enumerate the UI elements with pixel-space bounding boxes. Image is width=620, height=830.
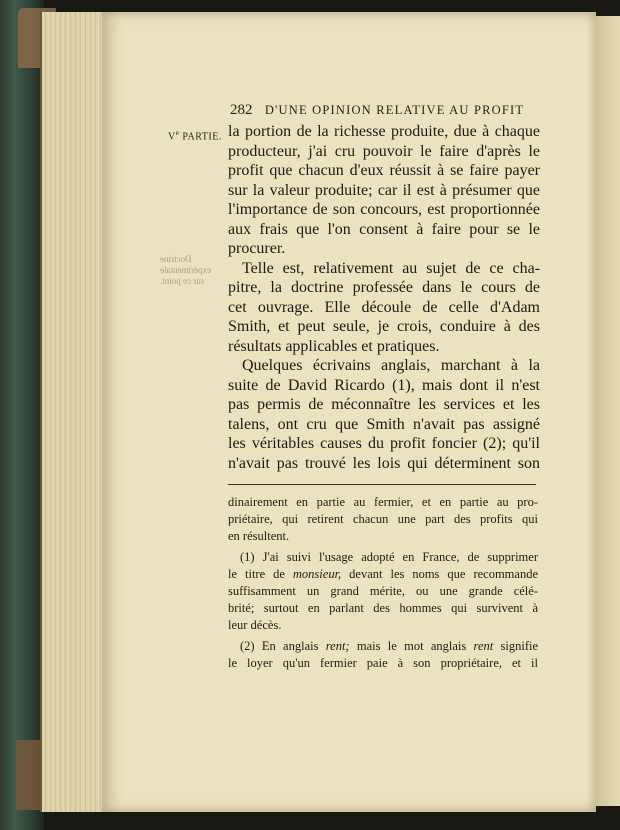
footnote-1-line: leur décès. [228, 618, 282, 632]
text-line: cet ouvrage. Elle découle de celle d'Adam [228, 298, 540, 316]
text-run: mais le mot anglais [349, 639, 474, 653]
text-line: producteur, j'ai cru pouvoir le faire d'après le [228, 142, 540, 160]
footnote-1-line: (1) J'ai suivi l'usage adopté en France, de supprimer [240, 550, 538, 564]
part-sup: e [175, 129, 180, 137]
text-line: l'importance de son concours, est proportionnée [228, 201, 540, 218]
text-line: profit que chacun d'eux réussit à se faire payer [228, 162, 540, 179]
text-line: pitre, la doctrine professée dans le cours de [228, 279, 540, 296]
running-header [230, 102, 540, 119]
running-title: D'UNE OPINION RELATIVE AU PROFIT [264, 103, 525, 117]
footnote-rule [228, 484, 536, 485]
main-text [228, 122, 540, 473]
text-line: pas permis de méconnaître les services et les [228, 396, 540, 413]
text-line: suite de David Ricardo (1), mais dont il n'est [228, 376, 540, 394]
text-line: Telle est, relativement au sujet de ce cha- [242, 259, 540, 277]
footnote-2-line [228, 638, 538, 655]
italic-run: monsieur, [292, 567, 342, 581]
text-run: le titre de [228, 567, 293, 581]
footnote-line: priétaire, qui retirent chacun une part des profits qui [228, 512, 538, 526]
text-line: aux frais que l'on consent à faire pour se le [228, 220, 540, 238]
footnote-1-line [228, 566, 538, 583]
ghost-line: sur ce point. [160, 276, 205, 286]
page-edges [40, 12, 106, 812]
text-line: les véritables causes du profit foncier (2); qu'il [228, 435, 540, 452]
footnote-1-line: suffisamment un grand mérite, ou une grande célé- [228, 584, 538, 598]
book-binding [0, 0, 44, 830]
part-word: PARTIE. [182, 131, 222, 143]
ghost-line: expérimentale [160, 265, 211, 275]
text-run: signifie [493, 639, 539, 653]
text-line: résultats applicables et pratiques. [228, 337, 440, 355]
italic-run: rent; [325, 639, 350, 653]
italic-run: rent [473, 639, 494, 653]
text-line: talens, ont cru que Smith n'avait pas assigné [228, 415, 540, 433]
text-run: (2) En anglais [240, 639, 326, 653]
show-through-margin-note [160, 254, 220, 287]
footnote-line: dinairement en partie au fermier, et en partie au pro- [228, 495, 538, 509]
text-run: devant les noms que recommande [341, 567, 538, 581]
footnote-line: en résultent. [228, 529, 290, 543]
text-line: n'avait pas trouvé les lois qui déterminent son [228, 454, 540, 472]
page-number: 282 [230, 102, 253, 118]
text-line: Quelques écrivains anglais, marchant à la [242, 357, 540, 374]
footnote-2-line: le loyer qu'un fermier paie à son propriétaire, et il [228, 656, 538, 670]
text-line: la portion de la richesse produite, due à chaque [228, 123, 540, 140]
margin-part-label [168, 129, 222, 142]
text-line: sur la valeur produite; car il est à présumer que [228, 181, 540, 199]
text-line: Smith, et peut seule, je crois, conduire à des [228, 318, 540, 335]
ghost-line: Doctrine [160, 254, 192, 264]
footnotes [228, 494, 538, 672]
footnote-1-line: brité; surtout en parlant des hommes qui survivent à [228, 601, 538, 615]
facing-page-edge [596, 16, 620, 806]
part-roman: V [168, 131, 176, 143]
text-line: procurer. [228, 240, 286, 257]
